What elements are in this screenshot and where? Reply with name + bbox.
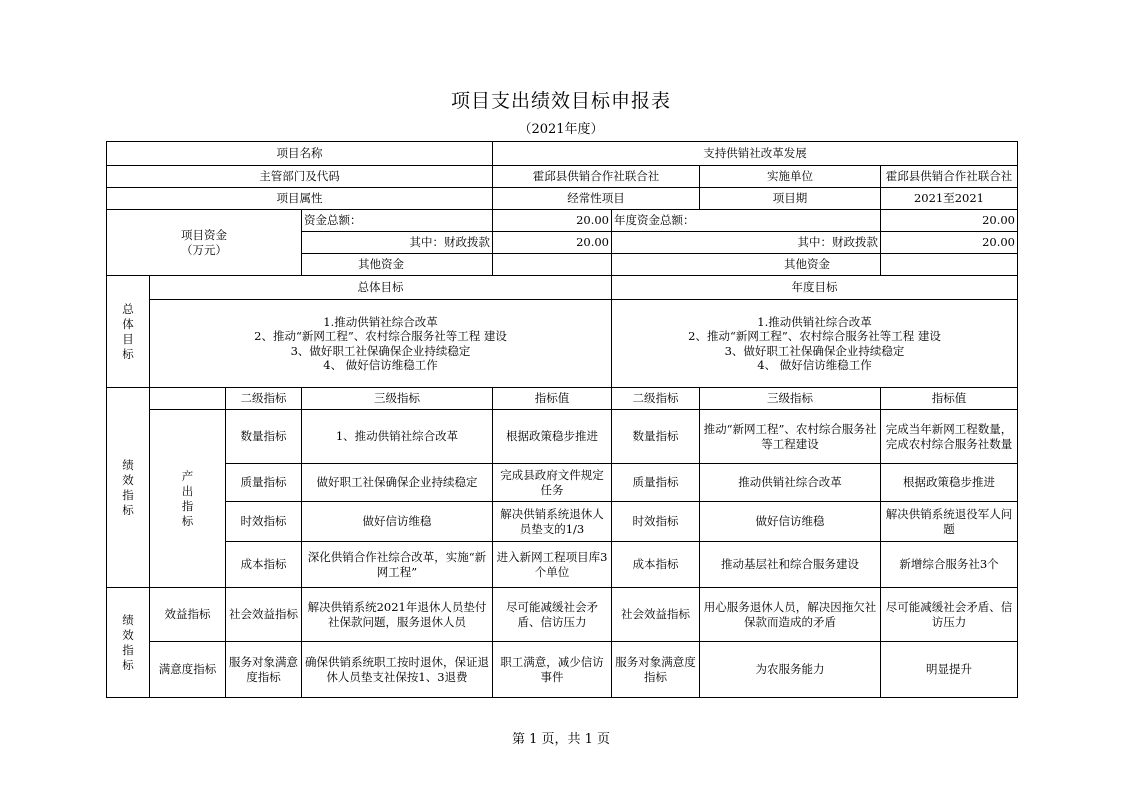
indicator-l3: 1、推动供销社综合改革 [302,410,493,464]
benefit-value-b: 尽可能减缓社会矛盾、信访压力 [881,588,1018,642]
overall-goal-line: 1.推动供销社综合改革 [323,314,438,329]
indicator-l2: 质量指标 [226,464,302,502]
header-value-b: 指标值 [881,388,1018,410]
annual-goal-line: 1.推动供销社综合改革 [757,314,872,329]
attr-value: 经常性项目 [493,188,700,210]
annual-goal-line: 3、做好职工社保确保企业持续稳定 [724,343,905,358]
annual-goal-text [612,300,1018,388]
period-value: 2021至2021 [881,188,1018,210]
indicator-l2-b: 质量指标 [612,464,700,502]
satisfaction-value: 职工满意，减少信访事件 [493,642,612,698]
indicator-value: 解决供销系统退休人员垫支的1/3 [493,502,612,542]
overall-goal-line: 4、 做好信访维稳工作 [323,358,438,372]
annual-other-value [881,254,1018,276]
page-subtitle: （2021年度） [518,122,604,137]
benefit-l2-b: 社会效益指标 [612,588,700,642]
indicator-l3: 做好信访维稳 [302,502,493,542]
indicator-l3-b: 做好信访维稳 [700,502,881,542]
row-project-name [107,142,1018,166]
funds-label-line1: 项目资金 [181,227,227,242]
annual-total-value: 20.00 [881,210,1018,232]
indicators-side-label: 绩 效 指 标 [107,388,150,588]
indicator-row [107,542,1018,588]
indicator-value-b: 完成当年新网工程数量，完成农村综合服务社数量 [881,410,1018,464]
header-level3-b: 三级指标 [700,388,881,410]
indicator-row [107,410,1018,464]
funds-label-line2: （万元） [181,242,227,257]
indicator-value: 根据政策稳步推进 [493,410,612,464]
overall-goal-line: 3、做好职工社保确保企业持续稳定 [290,343,471,358]
annual-goal-line: 2、推动“新网工程”、农村综合服务社等工程 建设 [688,329,941,343]
output-indicator-label: 产 出 指 标 [150,410,226,588]
fiscal-label: 其中：财政拨款 [302,232,493,254]
header-value: 指标值 [493,388,612,410]
benefit-l2: 社会效益指标 [226,588,302,642]
satisfaction-l2: 服务对象满意度指标 [226,642,302,698]
other-label: 其他资金 [302,254,493,276]
indicator-l3-b: 推动基层社和综合服务建设 [700,542,881,588]
dept-label: 主管部门及代码 [107,166,493,188]
benefit-value: 尽可能减缓社会矛盾、信访压力 [493,588,612,642]
header-level2: 二级指标 [226,388,302,410]
annual-other-label: 其他资金 [612,254,881,276]
row-goals-header [107,276,1018,300]
goals-side-label: 总 体 目 标 [107,276,150,388]
attr-label: 项目属性 [107,188,493,210]
row-indicator-header [107,388,1018,410]
project-name-label: 项目名称 [107,142,493,166]
satisfaction-l2-b: 服务对象满意度指标 [612,642,700,698]
funds-total-value: 20.00 [493,210,612,232]
indicator-l2-b: 时效指标 [612,502,700,542]
dept-value: 霍邱县供销合作社联合社 [493,166,700,188]
project-name-value: 支持供销社改革发展 [493,142,1018,166]
benefit-indicator-label: 效益指标 [150,588,226,642]
indicator-l3-b: 推动“新网工程”、农村综合服务社等工程建设 [700,410,881,464]
row-funds-total [107,210,1018,232]
funds-total-label: 资金总额： [302,210,493,232]
benefit-l3: 解决供销系统2021年退休人员垫付社保款问题，服务退休人员 [302,588,493,642]
effect-row-satisfaction [107,642,1018,698]
satisfaction-l3: 确保供销系统职工按时退休，保证退休人员垫支社保按1、3退费 [302,642,493,698]
indicator-l2-b: 成本指标 [612,542,700,588]
impl-value: 霍邱县供销合作社联合社 [881,166,1018,188]
annual-fiscal-value: 20.00 [881,232,1018,254]
satisfaction-indicator-label: 满意度指标 [150,642,226,698]
page-number: 第 1 页，共 1 页 [511,732,611,747]
funds-label [107,210,302,276]
indicator-l2: 时效指标 [226,502,302,542]
annual-goal-line: 4、 做好信访维稳工作 [757,358,872,372]
indicator-value-b: 新增综合服务社3个 [881,542,1018,588]
page-title: 项目支出绩效目标申报表 [450,90,671,112]
indicator-l2-b: 数量指标 [612,410,700,464]
annual-total-label: 年度资金总额： [612,210,881,232]
row-attribute [107,188,1018,210]
indicator-row [107,502,1018,542]
performance-table [106,141,1018,698]
satisfaction-l3-b: 为农服务能力 [700,642,881,698]
indicator-l3: 做好职工社保确保企业持续稳定 [302,464,493,502]
indicator-l3: 深化供销合作社综合改革，实施“新网工程” [302,542,493,588]
indicator-value-b: 解决供销系统退役军人问题 [881,502,1018,542]
indicator-value: 进入新网工程项目库3个单位 [493,542,612,588]
header-level2-b: 二级指标 [612,388,700,410]
header-blank [150,388,226,410]
overall-goal-header: 总体目标 [150,276,612,300]
indicator-value-b: 根据政策稳步推进 [881,464,1018,502]
indicator-value: 完成县政府文件规定任务 [493,464,612,502]
indicator-row [107,464,1018,502]
effect-row-benefit [107,588,1018,642]
annual-goal-header: 年度目标 [612,276,1018,300]
row-goals-body [107,300,1018,388]
other-value [493,254,612,276]
indicator-l3-b: 推动供销社综合改革 [700,464,881,502]
row-department [107,166,1018,188]
period-label: 项目期 [700,188,881,210]
overall-goal-text [150,300,612,388]
fiscal-value: 20.00 [493,232,612,254]
overall-goal-line: 2、推动“新网工程”、农村综合服务社等工程 建设 [254,329,507,343]
satisfaction-value-b: 明显提升 [881,642,1018,698]
effects-side-label: 绩 效 指 标 [107,588,150,698]
impl-label: 实施单位 [700,166,881,188]
indicator-l2: 成本指标 [226,542,302,588]
benefit-l3-b: 用心服务退休人员，解决因拖欠社保款而造成的矛盾 [700,588,881,642]
annual-fiscal-label: 其中：财政拨款 [612,232,881,254]
header-level3: 三级指标 [302,388,493,410]
indicator-l2: 数量指标 [226,410,302,464]
